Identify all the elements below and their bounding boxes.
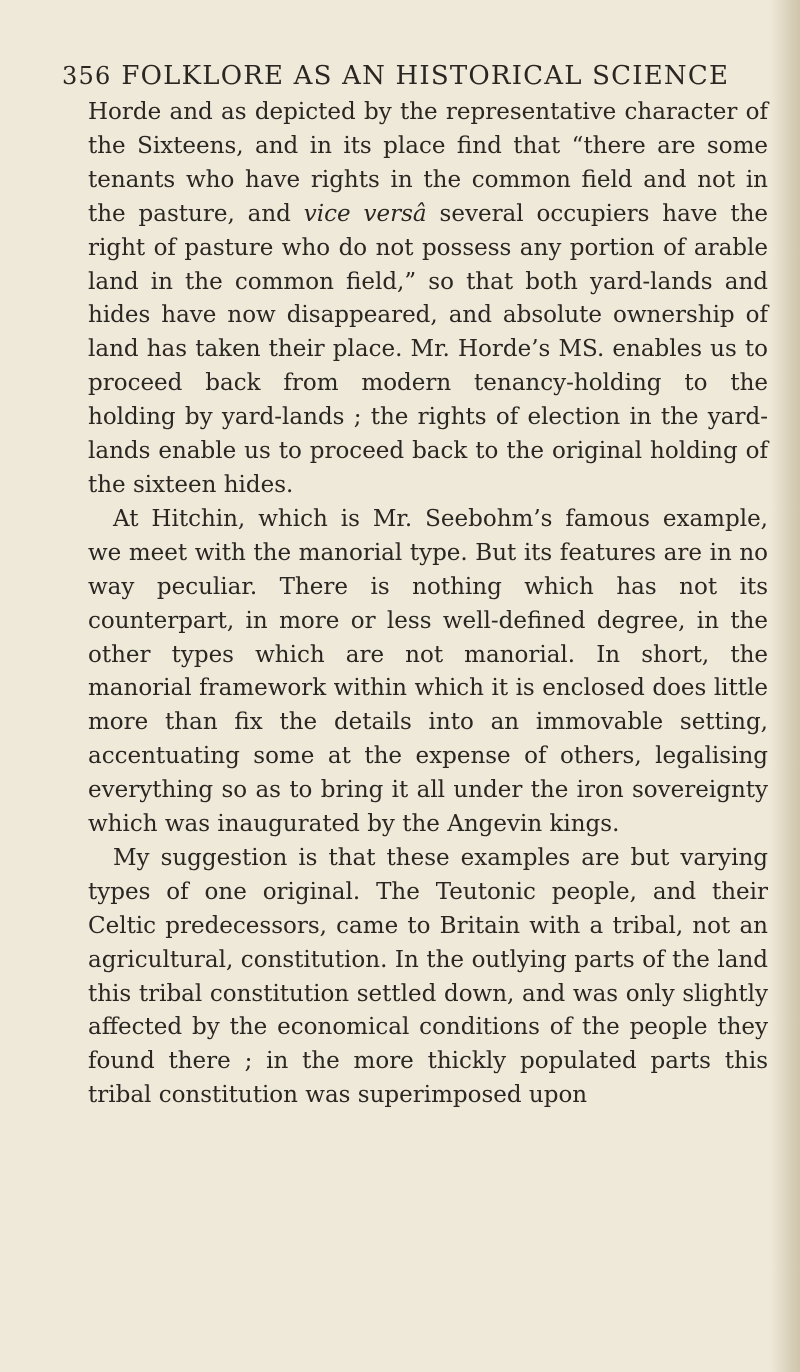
paragraph-1 bbox=[88, 96, 768, 503]
paragraph-1-italic-phrase: vice versâ bbox=[303, 200, 427, 227]
book-page bbox=[62, 58, 770, 1113]
page-number: 356 bbox=[62, 62, 112, 90]
page-edge-shadow bbox=[770, 0, 800, 1372]
paragraph-1-text-after: several occupiers have the right of pasture who do not possess any portion of arable land in the common field,” so that both yard-lands and hides have now disappeared, and absolute ownership of land has taken their place. Mr. Horde’s MS. enables us to proceed back from modern tenancy-holding to the holding by yard-lands ; the rights of election in the yard-lands enable us to proceed back to the original holding of the sixteen hides. bbox=[88, 200, 768, 498]
body-text bbox=[62, 96, 768, 1113]
paragraph-2: At Hitchin, which is Mr. Seebohm’s famous example, we meet with the manorial type. But its features are in no way peculiar. There is nothing which has not its counterpart, in more or less well-defined degree, in the other types which are not manorial. In short, the manorial framework within which it is enclosed does little more than fix the details into an immovable setting, accentuating some at the expense of others, legalising everything so as to bring it all under the iron sovereignty which was inaugurated by the Angevin kings. bbox=[88, 505, 768, 838]
running-title: FOLKLORE AS AN HISTORICAL SCIENCE bbox=[121, 61, 730, 91]
paragraph-1-text-before: Horde and as depicted by the representative character of the Sixteens, and in its place find that “there are some tenants who have rights in the common field and not in the pasture, and bbox=[88, 99, 768, 227]
paragraph-3: My suggestion is that these examples are but varying types of one original. The Teutonic people, and their Celtic predecessors, came to Britain with a tribal, not an agricultural, constitution. In the outlying parts of the land this tribal constitution settled down, and was only slightly affected by the economical conditions of the people they found there ; in the more thickly populated parts this tribal constitution was superimposed upon bbox=[88, 844, 768, 1109]
running-head bbox=[62, 58, 770, 94]
